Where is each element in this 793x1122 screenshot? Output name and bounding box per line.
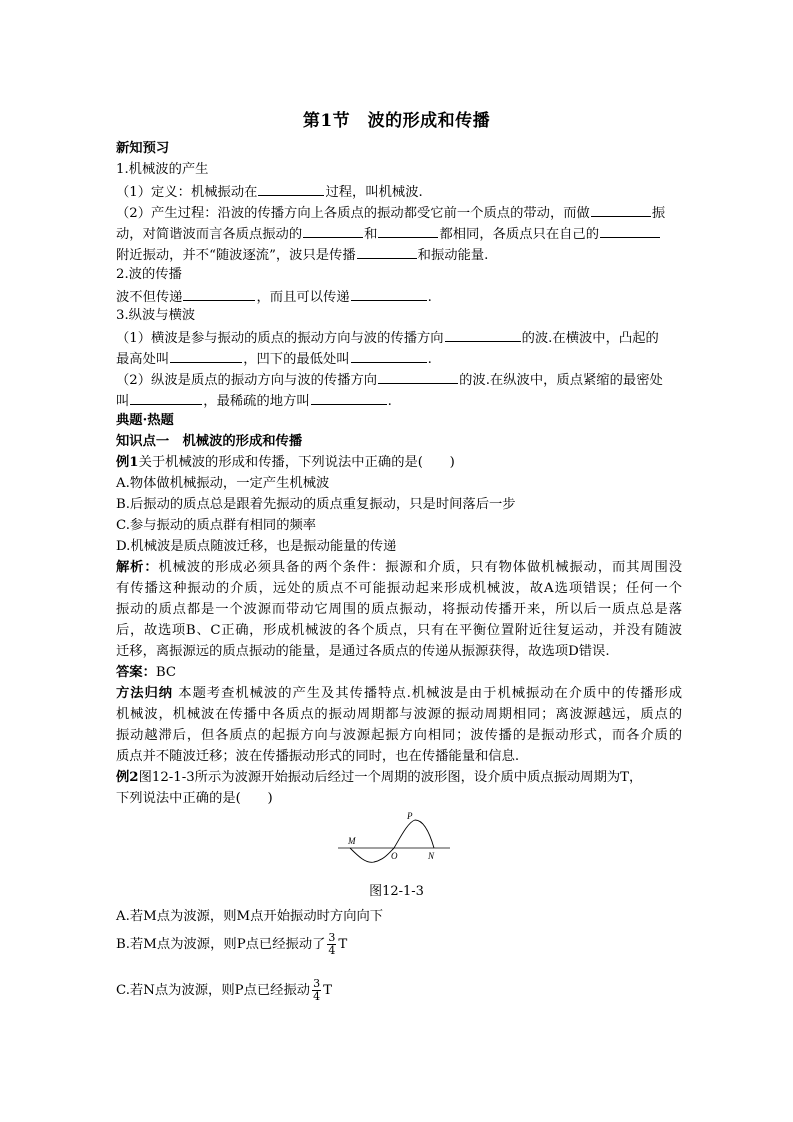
text: 图12-1-3所示为波源开始振动后经过一个周期的波形图，设介质中质点振动周期为T， — [138, 770, 643, 785]
section-heading-examples: 典题·热题 — [116, 413, 174, 428]
item2-heading: 2.波的传播 — [116, 267, 182, 282]
item3-longitudinal-line1 — [116, 369, 682, 389]
fill-blank[interactable] — [445, 327, 521, 342]
period-symbol: T — [323, 983, 332, 998]
text: 知识点一 机械波的形成和传播 — [116, 434, 303, 449]
item3-transverse-line1 — [116, 327, 682, 347]
example2-question-line1 — [116, 768, 682, 788]
text: B.若M点为波源，则P点已经振动了 — [116, 937, 326, 952]
item1-definition — [116, 181, 682, 201]
fill-blank[interactable] — [357, 244, 417, 259]
example-label: 例2 — [116, 770, 139, 785]
fill-blank[interactable] — [311, 390, 387, 405]
fill-blank[interactable] — [378, 369, 458, 384]
method-line: 质点并不随波迁移；波在传播振动形式的同时，也在传播能量和信息. — [116, 749, 520, 764]
answer-line — [116, 663, 682, 683]
answer-value: BC — [155, 665, 177, 680]
item1-process-line1 — [116, 202, 682, 222]
example2-option-c — [116, 978, 332, 1003]
fill-blank[interactable] — [258, 181, 324, 196]
text: ，最稀疏的地方叫 — [203, 394, 310, 409]
text: 附近振动，并不“随波逐流”，波只是传播 — [116, 248, 356, 263]
method-line — [116, 684, 682, 704]
text: （2）产生过程：沿波的传播方向上各质点的振动都受它前一个质点的带动，而做 — [116, 206, 590, 221]
example2-option-b — [116, 932, 347, 957]
figure-caption: 图12-1-3 — [369, 884, 424, 899]
fill-blank[interactable] — [591, 202, 651, 217]
text: C.若N点为波源，则P点已经振动 — [116, 983, 311, 998]
analysis-line — [116, 558, 682, 578]
text: 动，对简谐波而言各质点振动的 — [116, 227, 303, 242]
section-heading-preview: 新知预习 — [116, 141, 170, 156]
text: 本题考查机械波的产生及其传播特点.机械波是由于机械振动在介质中的传播形成 — [178, 686, 682, 701]
example1-option-d: D.机械波是质点随波迁移，也是振动能量的传递 — [116, 539, 397, 554]
page-title: 第1节 波的形成和传播 — [302, 111, 491, 131]
example2-option-a: A.若M点为波源，则M点开始振动时方向向下 — [116, 909, 384, 924]
fill-blank[interactable] — [183, 286, 255, 301]
text: . — [427, 352, 432, 367]
point-o-label: O — [391, 851, 398, 861]
fraction-numerator: 3 — [313, 977, 321, 990]
text: （1）横波是参与振动的质点的振动方向与波的传播方向 — [116, 331, 444, 346]
item1-heading: 1.机械波的产生 — [116, 162, 209, 177]
text: 和 — [364, 227, 378, 242]
text: 叫 — [116, 394, 130, 409]
text: 过程，叫机械波. — [325, 185, 423, 200]
text: 都相同，各质点只在自己的 — [439, 227, 600, 242]
method-label: 方法归纳 — [116, 686, 174, 701]
item3-heading: 3.纵波与横波 — [116, 308, 196, 323]
analysis-line: 有传播这种振动的介质，远处的质点不可能振动起来形成机械波，故A选项错误；任何一个 — [116, 581, 682, 596]
method-line: 振动越滞后，但各质点的起振方向与波源起振方向相同；波传播的是振动形式，而各介质的 — [116, 728, 682, 743]
waveform-figure — [338, 808, 454, 864]
fill-blank[interactable] — [351, 286, 427, 301]
answer-label: 答案： — [116, 665, 156, 680]
item1-process-line3 — [116, 244, 682, 264]
text: 的波.在横波中，凸起的 — [521, 331, 659, 346]
item1-process-line2 — [116, 223, 682, 243]
text: （1）定义：机械振动在 — [116, 185, 258, 200]
text: 波不但传递 — [116, 290, 183, 305]
item3-transverse-line2 — [116, 348, 682, 368]
item2-text — [116, 286, 682, 306]
fill-blank[interactable] — [351, 348, 427, 363]
text: 最高处叫 — [116, 352, 170, 367]
text: 振 — [651, 206, 666, 221]
text: （2）纵波是质点的振动方向与波的传播方向 — [116, 373, 378, 388]
point-n-label: N — [428, 851, 435, 861]
example1-option-b: B.后振动的质点总是跟着先振动的质点重复振动，只是时间落后一步 — [116, 497, 516, 512]
knowledge-point-heading — [116, 432, 682, 452]
text: 的波.在纵波中，质点紧缩的最密处 — [459, 373, 663, 388]
text: . — [387, 394, 392, 409]
fraction — [312, 978, 321, 1003]
analysis-line: 迁移，离振源远的质点振动的能量，是通过各质点的传递从振源获得，故选项D错误. — [116, 644, 610, 659]
fraction-numerator: 3 — [328, 931, 336, 944]
example1-question — [116, 453, 682, 473]
fraction — [327, 932, 336, 957]
point-p-label: P — [407, 811, 413, 821]
fill-blank[interactable] — [600, 223, 660, 238]
analysis-line: 后，故选项B、C正确，形成机械波的各个质点，只有在平衡位置附近往复运动，并没有随波 — [116, 623, 682, 638]
period-symbol: T — [338, 937, 348, 952]
text: 机械波的形成必须具备的两个条件：振源和介质，只有物体做机械振动，而其周围没 — [158, 560, 682, 575]
analysis-label: 解析： — [116, 560, 159, 575]
example1-option-a: A.物体做机械振动，一定产生机械波 — [116, 476, 330, 491]
analysis-line: 振动的质点都是一个波源而带动它周围的质点振动，将振动传播开来，所以后一质点总是落 — [116, 602, 682, 617]
point-m-label: M — [348, 836, 356, 846]
fill-blank[interactable] — [303, 223, 363, 238]
fraction-denominator: 4 — [328, 944, 336, 957]
fill-blank[interactable] — [378, 223, 438, 238]
text: ，而且可以传递 — [256, 290, 350, 305]
example2-question-line2: 下列说法中正确的是( ) — [116, 791, 273, 806]
text: ，凹下的最低处叫 — [243, 352, 350, 367]
item3-longitudinal-line2 — [116, 390, 682, 410]
fill-blank[interactable] — [170, 348, 242, 363]
example1-option-c: C.参与振动的质点群有相同的频率 — [116, 518, 317, 533]
method-line: 机械波，机械波在传播中各质点的振动周期都与波源的振动周期相同；离波源越远，质点的 — [116, 707, 682, 722]
text: 关于机械波的形成和传播，下列说法中正确的是( ) — [138, 455, 455, 470]
fill-blank[interactable] — [130, 390, 202, 405]
text: . — [427, 290, 432, 305]
text: 和振动能量. — [417, 248, 489, 263]
example-label: 例1 — [116, 455, 139, 470]
fraction-denominator: 4 — [313, 990, 321, 1003]
